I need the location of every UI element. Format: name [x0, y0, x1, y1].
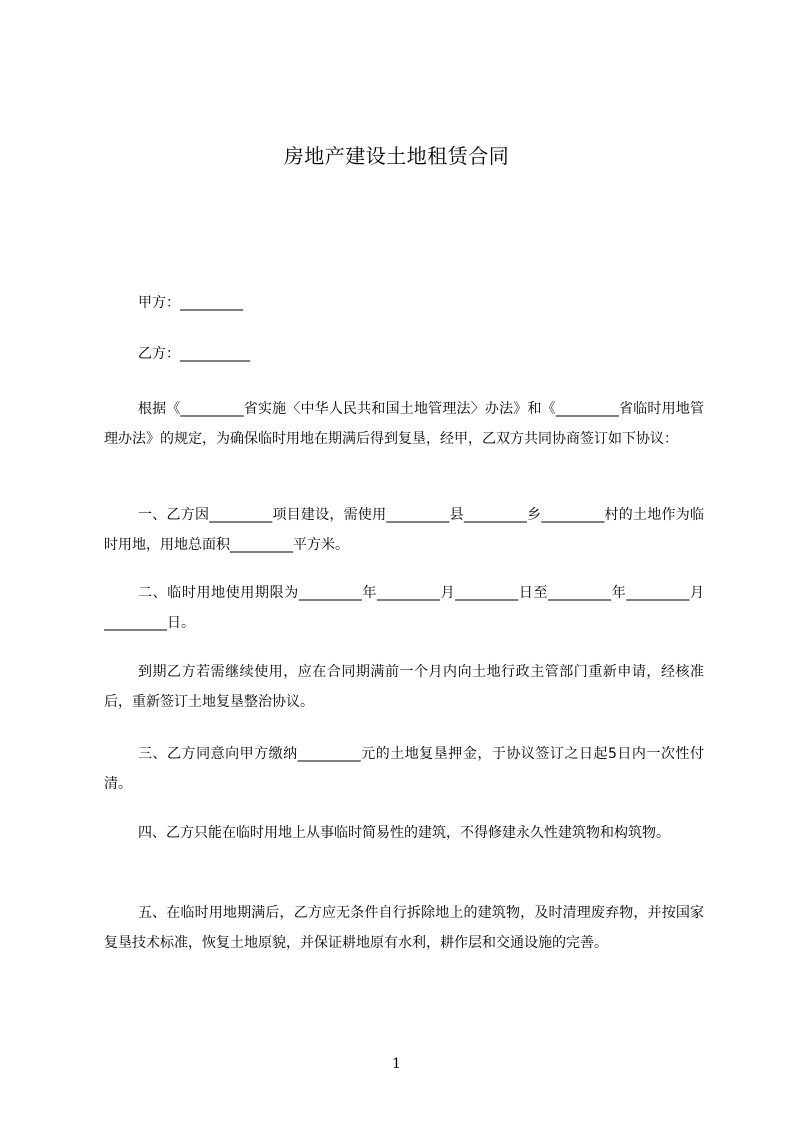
party-b-line: 乙方：__________: [138, 346, 250, 362]
document-title: 房地产建设土地租赁合同: [283, 144, 510, 168]
paragraph-clause-3: 三、乙方同意向甲方缴纳_________元的土地复垦押金，于协议签订之日起5日内一次性付清。: [104, 746, 704, 792]
paragraph-clause-5: 五、在临时用地期满后，乙方应无条件自行拆除地上的建筑物，及时清理废弃物，并按国家复垦技术标准，恢复土地原貌，并保证耕地原有水利，耕作层和交通设施的完善。: [104, 905, 704, 951]
paragraph-clause-1: 一、乙方因_________项目建设，需使用_________县_________乡_________村的土地作为临时用地，用地总面积_________平方米。: [104, 507, 704, 553]
paragraph-renewal: 到期乙方若需继续使用，应在合同期满前一个月内向土地行政主管部门重新申请，经核准后，重新签订土地复垦整治协议。: [104, 664, 704, 710]
paragraph-clause-4: 四、乙方只能在临时用地上从事临时简易性的建筑，不得修建永久性建筑物和构筑物。: [138, 825, 670, 841]
paragraph-clause-2: 二、临时用地使用期限为_________年_________月_________日至_________年_________月_________日。: [104, 585, 704, 631]
party-a-line: 甲方：_________: [138, 295, 243, 311]
page-number: 1: [392, 1056, 401, 1072]
paragraph-preamble: 根据《_________省实施〈中华人民共和国土地管理法〉办法》和《_________省临时用地管理办法》的规定，为确保临时用地在期满后得到复垦，经甲，乙双方共同协商签订如下协议：: [104, 401, 704, 447]
